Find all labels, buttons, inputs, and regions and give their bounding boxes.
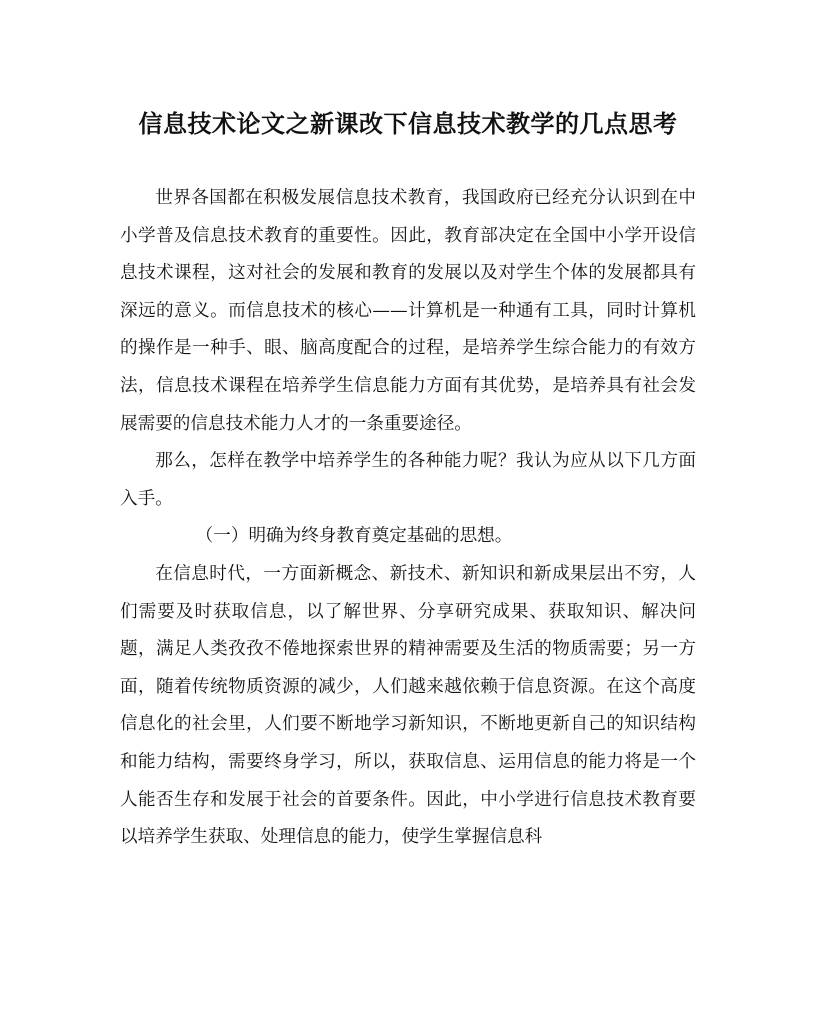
paragraph-section-1: 在信息时代，一方面新概念、新技术、新知识和新成果层出不穷，人们需要及时获取信息，以了解世界、分享研究成果、获取知识、解决问题，满足人类孜孜不倦地探索世界的精神需要及生活的物质需要；另一方面，随着传统物质资源的减少，人们越来越依赖于信息资源。在这个高度信息化的社会里，人们要不断地学习新知识，不断地更新自己的知识结构和能力结构，需要终身学习，所以，获取信息、运用信息的能力将是一个人能否生存和发展于社会的首要条件。因此，中小学进行信息技术教育要以培养学生获取、处理信息的能力，使学生掌握信息科	[120, 563, 696, 848]
paragraph-question: 那么，怎样在教学中培养学生的各种能力呢？我认为应从以下几方面入手。	[120, 451, 696, 509]
document-body	[120, 180, 696, 857]
paragraph-intro: 世界各国都在积极发展信息技术教育，我国政府已经充分认识到在中小学普及信息技术教育的重要性。因此，教育部决定在全国中小学开设信息技术课程，这对社会的发展和教育的发展以及对学生个体的发展都具有深远的意义。而信息技术的核心——计算机是一种通有工具，同时计算机的操作是一种手、眼、脑高度配合的过程，是培养学生综合能力的有效方法，信息技术课程在培养学生信息能力方面有其优势，是培养具有社会发展需要的信息技术能力人才的一条重要途径。	[120, 188, 696, 434]
section-heading-1: （一）明确为终身教育奠定基础的思想。	[195, 526, 513, 547]
document-title: 信息技术论文之新课改下信息技术教学的几点思考	[138, 109, 678, 138]
